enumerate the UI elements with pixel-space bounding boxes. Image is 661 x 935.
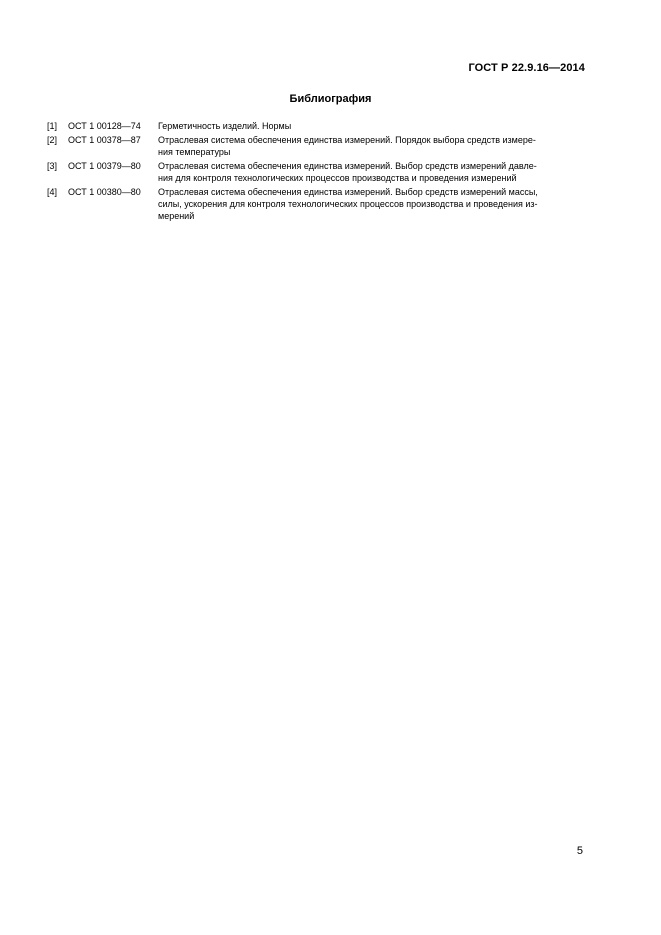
bibliography-list: [47, 120, 587, 224]
reference-code: ОСТ 1 00380—80: [68, 187, 141, 197]
reference-number: [2]: [47, 135, 58, 145]
reference-title-line: мерений: [158, 211, 195, 221]
reference-title: [158, 186, 587, 222]
section-title: Библиография: [289, 93, 372, 105]
reference-title-line: Отраслевая система обеспечения единства измерений. Выбор средств измерений массы,: [158, 187, 538, 197]
reference-title-line: силы, ускорения для контроля технологических процессов производства и проведения из-: [158, 199, 538, 209]
reference-code: ОСТ 1 00378—87: [68, 135, 141, 145]
reference-title: [158, 134, 587, 158]
reference-number: [4]: [47, 187, 58, 197]
document-code: ГОСТ Р 22.9.16—2014: [468, 62, 585, 74]
reference-code: ОСТ 1 00379—80: [68, 161, 141, 171]
reference-title: [158, 160, 587, 184]
reference-number: [3]: [47, 161, 58, 171]
reference-title-line: Отраслевая система обеспечения единства измерений. Порядок выбора средств измере-: [158, 135, 536, 145]
reference-number: [1]: [47, 121, 58, 131]
reference-title: [158, 120, 587, 132]
reference-code: ОСТ 1 00128—74: [68, 121, 141, 131]
bibliography-item: [47, 120, 587, 132]
reference-title-line: ния для контроля технологических процессов производства и проведения измерений: [158, 173, 517, 183]
bibliography-item: [47, 134, 587, 158]
bibliography-item: [47, 160, 587, 184]
page-number: 5: [576, 845, 583, 857]
reference-title-line: Отраслевая система обеспечения единства измерений. Выбор средств измерений давле-: [158, 161, 537, 171]
reference-title-line: ния температуры: [158, 147, 231, 157]
reference-title-line: Герметичность изделий. Нормы: [158, 121, 292, 131]
bibliography-item: [47, 186, 587, 222]
